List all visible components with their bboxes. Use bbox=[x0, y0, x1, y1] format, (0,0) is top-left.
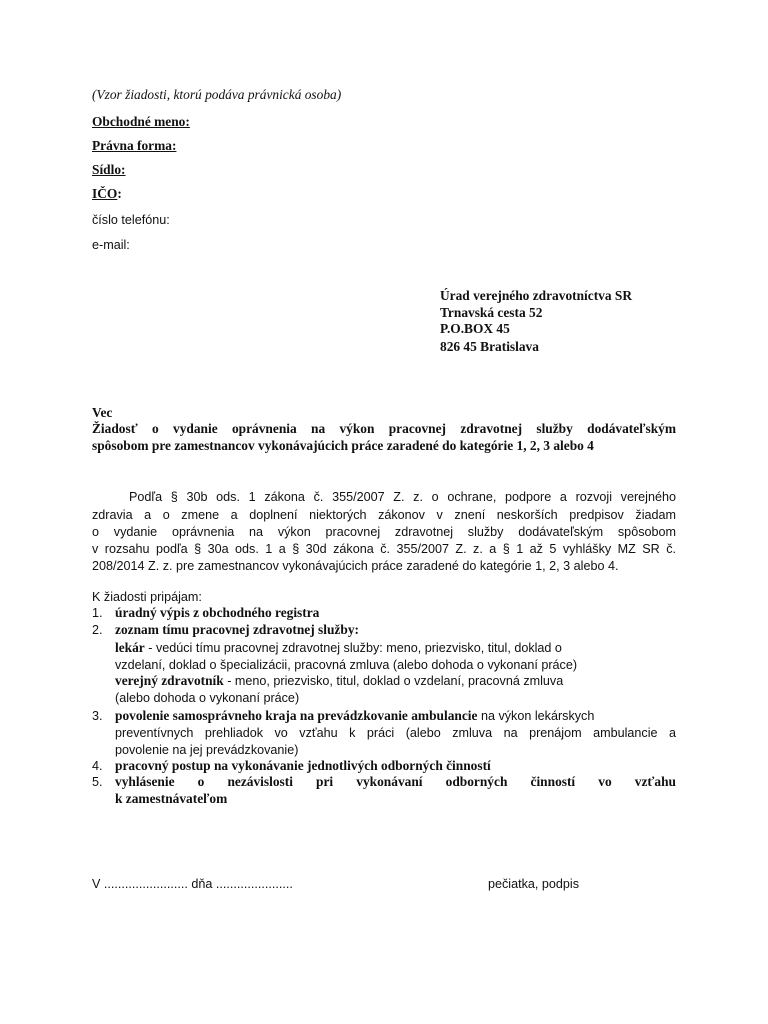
item-3-title: povolenie samosprávneho kraja na prevádzkovanie ambulancie bbox=[115, 708, 478, 723]
subject-label: Vec bbox=[92, 405, 113, 420]
date-label: dňa bbox=[191, 877, 213, 891]
attachments-intro: K žiadosti pripájam: bbox=[92, 590, 202, 604]
phone-label: číslo telefónu: bbox=[92, 213, 170, 227]
item-4-number: 4. bbox=[92, 759, 103, 773]
place-dots: ........................ bbox=[103, 877, 188, 891]
item-5-title-line-1: vyhlásenie o nezávislosti pri vykonávaní odborných činností vo vzťahu bbox=[115, 774, 676, 789]
item-5-title-line-2: k zamestnávateľom bbox=[115, 791, 228, 806]
place-date-line bbox=[92, 876, 293, 892]
body-line-2: zdravia a o zmene a doplnení niektorých zákonov v znení neskorších predpisov žiadam bbox=[92, 508, 676, 522]
place-label: V bbox=[92, 877, 101, 891]
legal-form-label: Právna forma: bbox=[92, 138, 177, 153]
ico-colon: : bbox=[117, 186, 122, 201]
item-3-number: 3. bbox=[92, 709, 103, 723]
item-4-title: pracovný postup na vykonávanie jednotlivých odborných činností bbox=[115, 758, 491, 773]
signature-label: pečiatka, podpis bbox=[488, 877, 580, 891]
item-2-public-health-line-1 bbox=[115, 673, 676, 689]
recipient-line-3: P.O.BOX 45 bbox=[440, 321, 510, 336]
body-line-1: Podľa § 30b ods. 1 zákona č. 355/2007 Z. z. o ochrane, podpore a rozvoji verejného bbox=[129, 490, 676, 504]
item-3-line-1 bbox=[115, 708, 676, 724]
item-2-public-health-line-2: (alebo dohoda o vykonaní práce) bbox=[115, 691, 300, 705]
recipient-line-2: Trnavská cesta 52 bbox=[440, 305, 543, 320]
item-2-doctor-line-2: vzdelaní, doklad o špecializácii, pracovná zmluva (alebo dohoda o vykonaní práce) bbox=[115, 658, 578, 672]
item-5-number: 5. bbox=[92, 775, 103, 789]
ico-label bbox=[92, 186, 122, 202]
subject-line-2: spôsobom pre zamestnancov vykonávajúcich práce zaradené do kategórie 1, 2, 3 alebo 4 bbox=[92, 438, 594, 453]
subject-line-1: Žiadosť o vydanie oprávnenia na výkon pracovnej zdravotnej služby dodávateľským bbox=[92, 421, 676, 436]
doctor-text-1: - vedúci tímu pracovnej zdravotnej služby: meno, priezvisko, titul, doklad o bbox=[144, 641, 562, 655]
item-3-line-3: povolenie na jej prevádzkovanie) bbox=[115, 743, 299, 757]
body-line-5: 208/2014 Z. z. pre zamestnancov vykonávajúcich práce zaradené do kategórie 1, 2, 3 alebo 4. bbox=[92, 559, 619, 573]
item-2-title: zoznam tímu pracovnej zdravotnej služby: bbox=[115, 622, 359, 637]
item-2-number: 2. bbox=[92, 623, 103, 637]
ico-text: IČO bbox=[92, 186, 118, 201]
recipient-line-1: Úrad verejného zdravotníctva SR bbox=[440, 288, 633, 303]
body-line-4: v rozsahu podľa § 30a ods. 1 a § 30d zákona č. 355/2007 Z. z. a § 1 až 5 vyhlášky MZ SR č. bbox=[92, 542, 676, 556]
item-3-line-2: preventívnych prehliadok vo vzťahu k práci (alebo zmluva na prenájom ambulancie a bbox=[115, 726, 676, 740]
item-1-title: úradný výpis z obchodného registra bbox=[115, 605, 320, 620]
date-dots: ...................... bbox=[215, 877, 293, 891]
seat-label: Sídlo: bbox=[92, 162, 126, 177]
email-label: e-mail: bbox=[92, 238, 130, 252]
item-2-doctor-line-1 bbox=[115, 640, 676, 656]
public-health-text-1: - meno, priezvisko, titul, doklad o vzdelaní, pracovná zmluva bbox=[223, 674, 564, 688]
business-name-label: Obchodné meno: bbox=[92, 114, 190, 129]
body-line-3: o vydanie oprávnenia na výkon pracovnej zdravotnej služby dodávateľským spôsobom bbox=[92, 525, 676, 539]
item-3-rest: na výkon lekárskych bbox=[477, 709, 595, 723]
doctor-label: lekár bbox=[115, 640, 145, 655]
public-health-label: verejný zdravotník bbox=[115, 673, 224, 688]
template-note: (Vzor žiadosti, ktorú podáva právnická osoba) bbox=[92, 87, 342, 102]
item-1-number: 1. bbox=[92, 606, 103, 620]
recipient-line-4: 826 45 Bratislava bbox=[440, 339, 539, 354]
